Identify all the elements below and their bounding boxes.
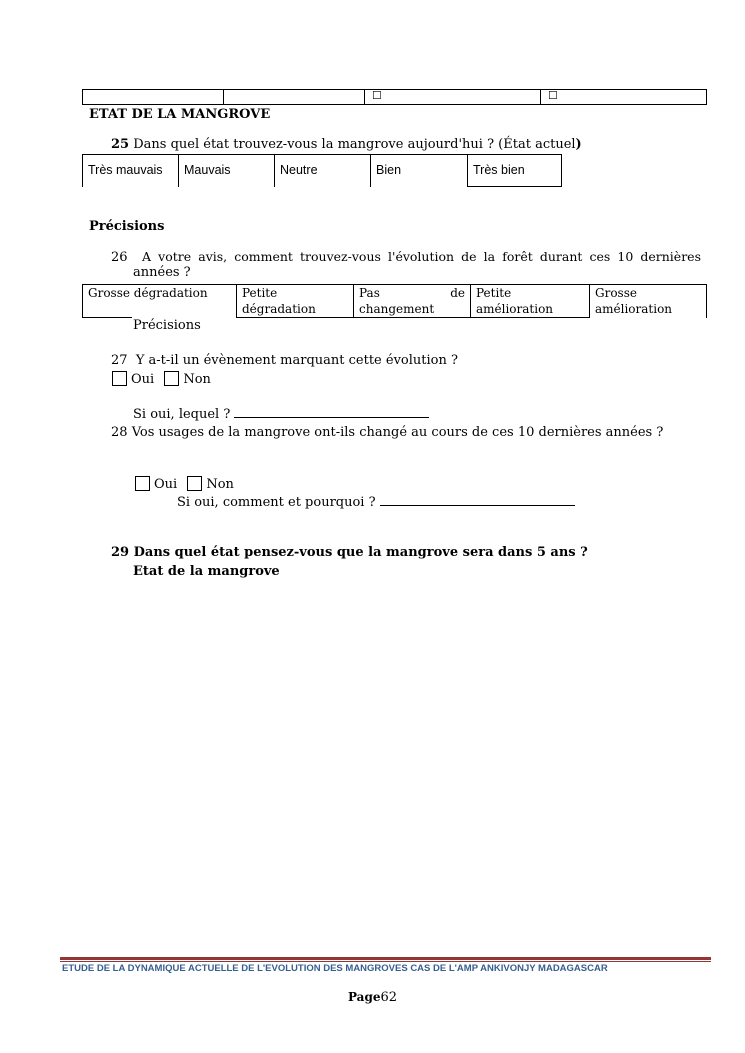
precisions-heading: Précisions <box>89 219 165 234</box>
q27-non-label: Non <box>183 372 211 387</box>
q29-number: 29 <box>111 545 130 560</box>
q26-text-line1: A votre avis, comment trouvez-vous l'évolution de la forêt durant ces 10 dernières <box>142 249 701 264</box>
q27-non-checkbox[interactable] <box>164 371 179 386</box>
q28-text: Vos usages de la mangrove ont-ils changé au cours de ces 10 dernières années ? <box>131 425 664 440</box>
q26-precisions: Précisions <box>133 318 201 333</box>
q26-option[interactable] <box>237 285 354 318</box>
q26-option-label: Grosse dégradation <box>88 286 208 300</box>
q27-oui-checkbox[interactable] <box>112 371 127 386</box>
footer-rule-thick <box>60 957 711 960</box>
q28-non-checkbox[interactable] <box>187 476 202 491</box>
q27-follow-up <box>133 406 429 422</box>
q25-text: Dans quel état trouvez-vous la mangrove aujourd'hui ? (État actuel <box>133 137 576 152</box>
q27-question <box>111 353 458 368</box>
q24-cell-1 <box>83 90 224 105</box>
q26-text-line2: années ? <box>133 265 191 280</box>
q26-option[interactable] <box>354 285 471 318</box>
q24-cell-2 <box>224 90 365 105</box>
q26-option-label: Petite <box>476 286 512 300</box>
q26-option[interactable] <box>83 285 237 318</box>
q26-option-label: amélioration <box>476 302 554 316</box>
q27-follow-up-label: Si oui, lequel ? <box>133 407 231 422</box>
checkbox-icon[interactable]: ☐ <box>548 89 558 102</box>
q29-text: Dans quel état pensez-vous que la mangrove sera dans 5 ans ? <box>133 545 588 560</box>
q27-answers <box>112 371 211 387</box>
q26-option-label: dégradation <box>242 302 316 316</box>
q26-option-label: Grosse <box>595 286 637 300</box>
q26-option-label: Pas <box>359 286 380 300</box>
q27-oui-label: Oui <box>131 372 155 387</box>
footer-rule-thin <box>60 961 711 962</box>
q28-question <box>111 425 663 440</box>
q25-option[interactable]: Neutre <box>275 155 371 187</box>
q26-option-label: changement <box>359 302 435 316</box>
q25-option[interactable]: Très bien <box>468 155 562 187</box>
q27-number: 27 <box>111 353 128 368</box>
q25-number: 25 <box>111 137 130 152</box>
footer-page-label: Page <box>347 990 381 1004</box>
q24-cell-3 <box>365 90 541 105</box>
section-heading: ETAT DE LA MANGROVE <box>89 107 271 122</box>
footer-running-title: ETUDE DE LA DYNAMIQUE ACTUELLE DE L'EVOLUTION DES MANGROVES CAS DE L'AMP ANKIVONJY MADAGASCAR <box>62 963 608 974</box>
q28-oui-label: Oui <box>154 477 178 492</box>
footer-page-number <box>0 990 745 1005</box>
q25-option[interactable]: Très mauvais <box>83 155 179 187</box>
q26-number: 26 <box>111 250 128 265</box>
q29-subtext: Etat de la mangrove <box>133 564 280 579</box>
q25-options-table <box>82 154 562 187</box>
q29-question <box>111 545 588 560</box>
checkbox-icon[interactable]: ☐ <box>372 89 382 102</box>
q24-options-row <box>82 89 707 105</box>
q28-oui-checkbox[interactable] <box>135 476 150 491</box>
q28-number: 28 <box>111 425 128 440</box>
q25-question <box>111 137 582 152</box>
q25-close-paren: ) <box>575 137 582 152</box>
q27-text: Y a-t-il un évènement marquant cette évolution ? <box>135 353 458 368</box>
q28-follow-up <box>177 494 575 510</box>
q26-options-table <box>82 284 707 318</box>
q26-option-label: amélioration <box>595 302 673 316</box>
q28-answers <box>135 476 234 492</box>
q28-answer-line[interactable] <box>380 494 575 506</box>
q28-non-label: Non <box>206 477 234 492</box>
q26-option-label: Petite <box>242 286 278 300</box>
q24-cell-4 <box>541 90 707 105</box>
q26-table-bottom-rule <box>82 317 132 318</box>
q26-option-label: de <box>450 286 465 300</box>
q26-question <box>111 249 701 280</box>
q28-follow-up-label: Si oui, comment et pourquoi ? <box>177 495 376 510</box>
q26-option[interactable] <box>590 285 707 318</box>
q27-answer-line[interactable] <box>234 406 429 418</box>
q26-option[interactable] <box>471 285 590 318</box>
q25-option[interactable]: Bien <box>371 155 468 187</box>
footer-page-value: 62 <box>380 990 398 1005</box>
q25-option[interactable]: Mauvais <box>179 155 275 187</box>
